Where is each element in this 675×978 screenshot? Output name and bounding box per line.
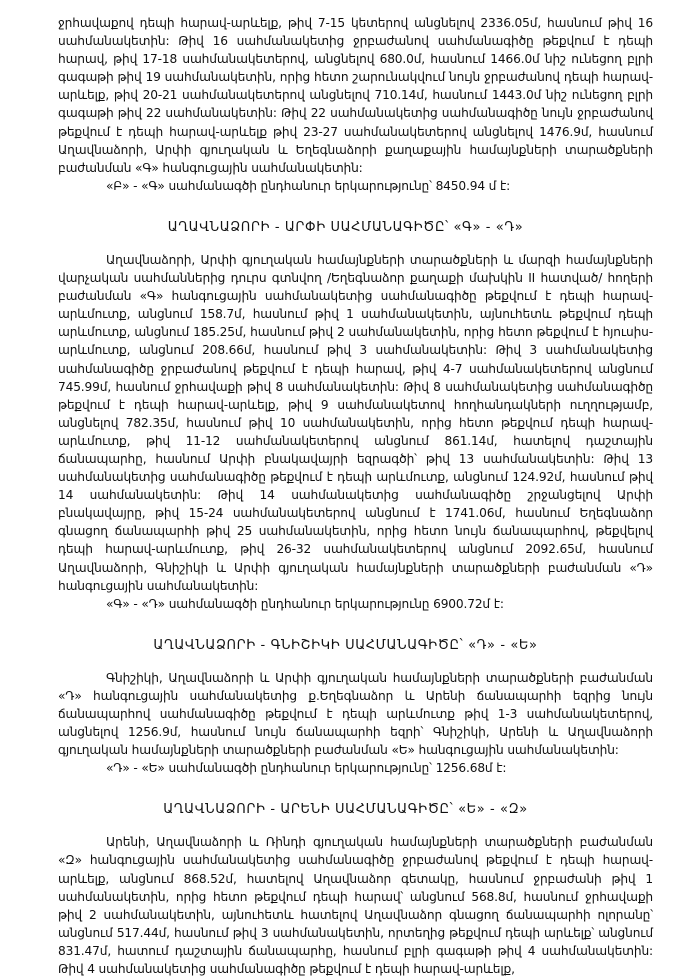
section-3-paragraph: Արենի, Աղավնաձորի և Ռինդի գյուղական համայնքների տարածքների բաժանման «Զ» հանգուցային սահմանակետից սահմանագիծը ջրբաժանով թեքվում է դեպի հարավ-արևելք, անցնում 868.52մ, հատելով Աղավնաձոր գետակը, հասնում ջրբաժանի թիվ 1 սահմանակետին, որից հետո թեքվում դեպի հարավ՝ անցնում 568.8մ, հասնում ջրհավաքի թիվ 2 սահմանակետին, այնուհետև հատելով Աղավնաձոր գնացող ճանապարհի ոլորանը՝ անցնում 517.44մ, հասնում թիվ 3 սահմանակետին, որտեղից թեքվում դեպի արևելք՝ անցնում 831.47մ, հատում դաշտային ճանապարհը, հասնում բլրի գագաթի թիվ 4 սահմանակետին: Թիվ 4 սահմանակետից սահմանագիծը թեքվում է դեպի հարավ-արևելք, — [58, 835, 653, 977]
section-0-paragraph: ջրհավաքով դեպի հարավ-արևելք, թիվ 7-15 կետերով անցնելով 2336.05մ, հասնում թիվ 16 սահմանակետին: Թիվ 16 սահմանակետից ջրբաժանով սահմանագիծը թեքվում է դեպի հարավ, թիվ 17-18 սահմանակետերով, անցնելով 680.0մ, հասնում 1466.0մ նիշ ունեցող բլրի գագաթի թիվ 19 սահմանակետին, որից հետո շարունակվում նույն ջրբաժանով դեպի հարավ-արևելք, թիվ 20-21 սահմանակետերով անցնելով 710.14մ, հասնում 1443.0մ նիշ ունեցող բլրի գագաթի թիվ 22 սահմանակետին: Թիվ 22 սահմանակետից սահմանագիծը նույն ջրբաժանով թեքվում է դեպի հարավ-արևելք թիվ 23-27 սահմանակետերով անցնելով 1476.9մ, հասնում Աղավնաձորի, Արփի գյուղական և Եղեգնաձորի քաղաքային համայնքների տարածքների բաժանման «Գ» հանգուցային սահմանակետին: — [58, 16, 653, 175]
section-1-heading: ԱՂԱՎՆԱՁՈՐԻ - ԱՐՓԻ ՍԱՀՄԱՆԱԳԻԾԸ՝ «Գ» - «Դ» — [167, 219, 524, 235]
section-2-paragraph: Գնիշիկի, Աղավնաձորի և Արփի գյուղական համայնքների տարածքների բաժանման «Դ» հանգուցային սահմանակետից ք.Եղեգնաձոր և Արենի ճանապարհի եզրից նույն ճանապարհով սահմանագիծը թեքվում է դեպի արևմուտք թիվ 1-3 սահմանակետերով, անցնելով 1256.9մ, հասնում նույն ճանապարհի եզրի՝ Գնիշիկի, Արենի և Աղավնաձորի գյուղական համայնքների տարածքների բաժանման «Ե» հանգուցային սահմանակետին: — [58, 670, 653, 758]
section-1-paragraph: Աղավնաձորի, Արփի գյուղական համայնքների տարածքների և մարզի համայնքների վարչական սահմաններից դուրս գտնվող /Եղեգնաձոր քաղաքի մախկին II հատված/ հողերի բաժանման «Գ» հանգուցային սահմանակետից սահմանագիծը թեքվում է դեպի հարավ-արևմուտք, անցնում 158.7մ, հասնում թիվ 1 սահմանակետին, այնուհետև թեքվում դեպի արևմուտք, անցնում 185.25մ, հասնում թիվ 2 սահմանակետին, որից հետո թեքվում է հյուսիս-արևմուտք, անցնում 208.66մ, հասնում թիվ 3 սահմանակետին: Թիվ 3 սահմանակետից սահմանագիծը ջրբաժանով թեքվում է դեպի հարավ, թիվ 4-7 սահմանակետերով անցնում 745.99մ, հասնում ջրհավաքի թիվ 8 սահմանակետին: Թիվ 8 սահմանակետից սահմանագիծը թեքվում է դեպի հարավ-արևելք, թիվ 9 սահմանակետով հողհանդակների ուղղությամբ, անցնելով 782.35մ, հասնում թիվ 10 սահմանակետին, որից հետո թեքվում դեպի հարավ-արևմուտք, թիվ 11-12 սահմանակետերով անցնում 861.14մ, հատելով դաշտային ճանապարհը, հասնում Արփի բնակավայրի եզրագծի՝ թիվ 13 սահմանակետին: Թիվ 13 սահմանակետից սահմանագիծը թեքվում է դեպի արևմուտք, անցնում 124.92մ, հասնում թիվ 14 սահմանակետին: Թիվ 14 սահմանակետից սահմանագիծը շրջանցելով Արփի բնակավայրը, թիվ 15-24 սահմանակետերով անցնում է 1741.06մ, հասնում Եղեգնաձոր գնացող ճանապարհի թիվ 25 սահմանակետին, որից հետո նույն ճանապարհով, թեքվելով դեպի հարավ-արևմուտք, թիվ 26-32 սահմանակետերով անցնում 2092.65մ, հասնում Աղավնաձորի, Գնիշիկի և Արփի գյուղական համայնքների տարածքների բաժանման «Դ» հանգուցային սահմանակետին: — [58, 252, 653, 593]
section-1-total-length: «Գ» - «Դ» սահմանագծի ընդհանուր երկարությունը 6900.72մ է: — [106, 596, 504, 611]
section-2-total-length: «Դ» - «Ե» սահմանագծի ընդհանուր երկարությունը՝ 1256.68մ է: — [106, 761, 507, 776]
section-3-heading: ԱՂԱՎՆԱՁՈՐԻ - ԱՐԵՆԻ ՍԱՀՄԱՆԱԳԻԾԸ՝ «Ե» - «Զ» — [163, 802, 528, 818]
section-2-heading: ԱՂԱՎՆԱՁՈՐԻ - ԳՆԻՇԻԿԻ ՍԱՀՄԱՆԱԳԻԾԸ՝ «Դ» - «Ե» — [153, 637, 538, 653]
section-0-total-length: «Բ» - «Գ» սահմանագծի ընդհանուր երկարությունը՝ 8450.94 մ է: — [106, 178, 511, 193]
